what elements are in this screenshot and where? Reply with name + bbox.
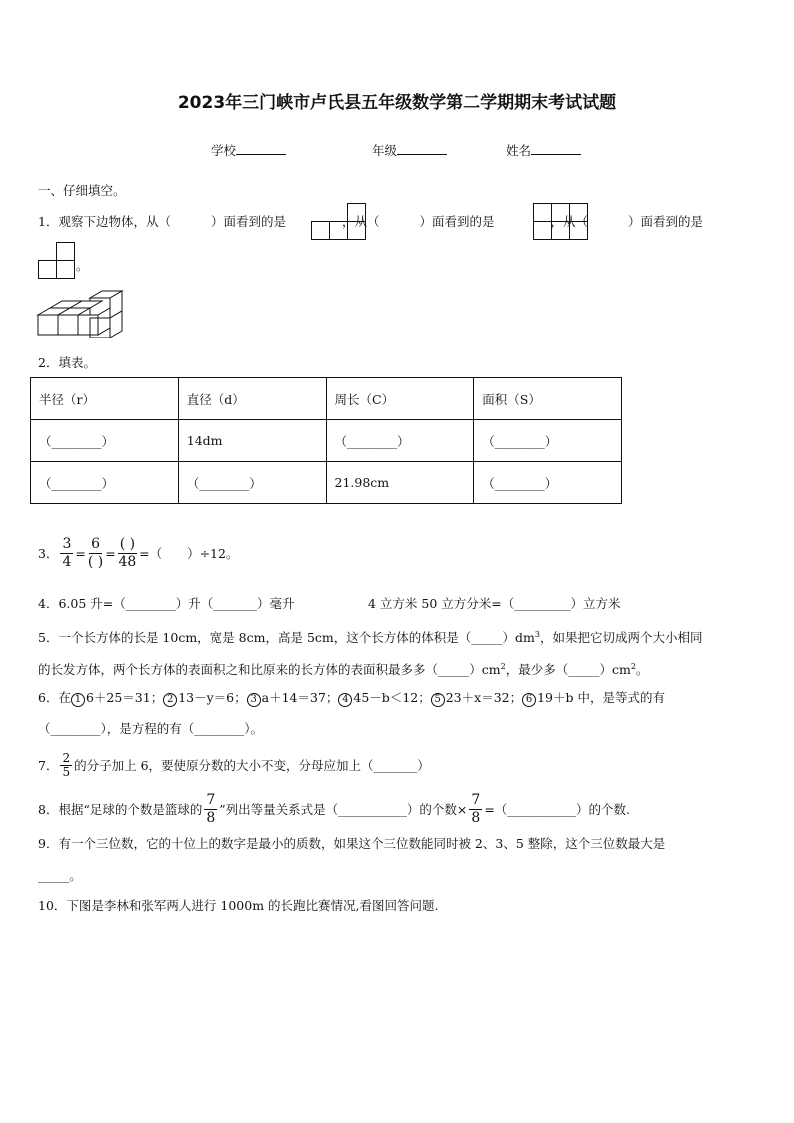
q3-tail: =（ ）÷12。 bbox=[139, 545, 239, 561]
view-shape-2 bbox=[533, 203, 589, 240]
table-cell: 14dm bbox=[178, 420, 326, 462]
q7-line: 7． $\frac{2}{5}$ 的分子加上 6，要使原分数的大小不变，分母应加上（_______） bbox=[38, 751, 430, 779]
q1-text bbox=[38, 214, 703, 230]
grade-field bbox=[372, 141, 447, 159]
school-blank[interactable] bbox=[236, 142, 286, 155]
q8-fraction-2: $\frac{7}{8}$ bbox=[471, 792, 481, 826]
table-cell[interactable]: （________） bbox=[178, 462, 326, 504]
table-row bbox=[31, 462, 622, 504]
school-field bbox=[211, 141, 286, 159]
grade-blank[interactable] bbox=[397, 142, 447, 155]
header-circumference: 周长（C） bbox=[326, 378, 474, 420]
q7-fraction: $\frac{2}{5}$ bbox=[62, 751, 71, 779]
q1-end: 。 bbox=[76, 258, 89, 273]
section-heading: 一、仔细填空。 bbox=[38, 183, 126, 198]
q3-equals: = bbox=[105, 545, 116, 561]
q1-text-3: ，从（ bbox=[341, 214, 380, 229]
q5-line-1: 5．一个长方体的长是 10cm，宽是 8cm，高是 5cm，这个长方体的体积是$(\_\_\_\_\_)dm^3$，如果把它切成两个大小相同 bbox=[38, 630, 703, 646]
q4-part-1: 4．6.05 升=（________）升（_______）毫升 bbox=[38, 596, 295, 611]
q3-equals: = bbox=[75, 545, 86, 561]
q3-fraction-2[interactable]: $\frac{6}{( )}$ bbox=[87, 536, 104, 570]
header-diameter: 直径（d） bbox=[178, 378, 326, 420]
q4-part-2: 4 立方米 50 立方分米=（_________）立方米 bbox=[368, 596, 621, 611]
q6-line-2: （________），是方程的有（________）。 bbox=[38, 721, 264, 736]
name-blank[interactable] bbox=[531, 142, 581, 155]
q1-text-4: ）面看到的是 bbox=[419, 214, 495, 229]
q8-line: 8．根据“足球的个数是篮球的 $\frac{7}{8}$ ”列出等量关系式是（___________）的个数× $\frac{7}{8}$ =（___________）的个数. bbox=[38, 792, 631, 826]
q1-text-6: ）面看到的是 bbox=[628, 214, 704, 229]
q1-text-5: ，从（ bbox=[550, 214, 589, 229]
view-shape-3 bbox=[38, 242, 76, 279]
q6-line-1: 6．在 1 6＋25＝31； 2 13－y＝6； 3 a＋14＝37； 4 45－b＜12； 5 23＋x＝32； 6 19＋b 中，是等式的有 bbox=[38, 690, 665, 705]
page-title: 2023年三门峡市卢氏县五年级数学第二学期期末考试试题 bbox=[177, 93, 617, 113]
circle-table bbox=[30, 377, 622, 504]
q2-label: 2．填表。 bbox=[38, 355, 96, 370]
table-cell[interactable]: （________） bbox=[326, 420, 474, 462]
table-cell[interactable]: （________） bbox=[31, 462, 179, 504]
q1-text-2: ）面看到的是 bbox=[210, 214, 286, 229]
table-cell[interactable]: （________） bbox=[474, 420, 622, 462]
q9-line-2: _____。 bbox=[38, 868, 82, 883]
table-header-row bbox=[31, 378, 622, 420]
q3-fraction-1: $\frac{3}{4}$ bbox=[62, 536, 72, 570]
table-cell[interactable]: （________） bbox=[31, 420, 179, 462]
grade-label: 年级 bbox=[372, 143, 398, 158]
q9-line-1: 9．有一个三位数，它的十位上的数字是最小的质数，如果这个三位数能同时被 2、3、5 整除，这个三位数最大是 bbox=[38, 836, 666, 851]
name-label: 姓名 bbox=[506, 143, 532, 158]
cube-figure bbox=[36, 290, 126, 338]
q5-line-2: 的长发方体，两个长方体的表面积之和比原来的长方体的表面积最多多$(\_\_\_\_\_)cm^2$，最少多$(\_\_\_\_\_)cm^2$。 bbox=[38, 662, 649, 678]
q1-number: 1． bbox=[38, 214, 59, 229]
q8-fraction-1: $\frac{7}{8}$ bbox=[206, 792, 216, 826]
q3-line bbox=[38, 536, 238, 571]
header-area: 面积（S） bbox=[474, 378, 622, 420]
name-field bbox=[506, 141, 581, 159]
q3-fraction-3[interactable]: $\frac{( )}{48}$ bbox=[118, 536, 137, 570]
table-cell: 21.98cm bbox=[326, 462, 474, 504]
q1-text-1: 观察下边物体，从（ bbox=[58, 214, 171, 229]
view-shape-1 bbox=[311, 203, 367, 240]
header-radius: 半径（r） bbox=[31, 378, 179, 420]
table-cell[interactable]: （________） bbox=[474, 462, 622, 504]
q3-number: 3． bbox=[38, 545, 59, 561]
school-label: 学校 bbox=[211, 143, 237, 158]
table-row bbox=[31, 420, 622, 462]
q10-line: 10．下图是李林和张军两人进行 1000m 的长跑比赛情况,看图回答问题. bbox=[38, 898, 439, 913]
